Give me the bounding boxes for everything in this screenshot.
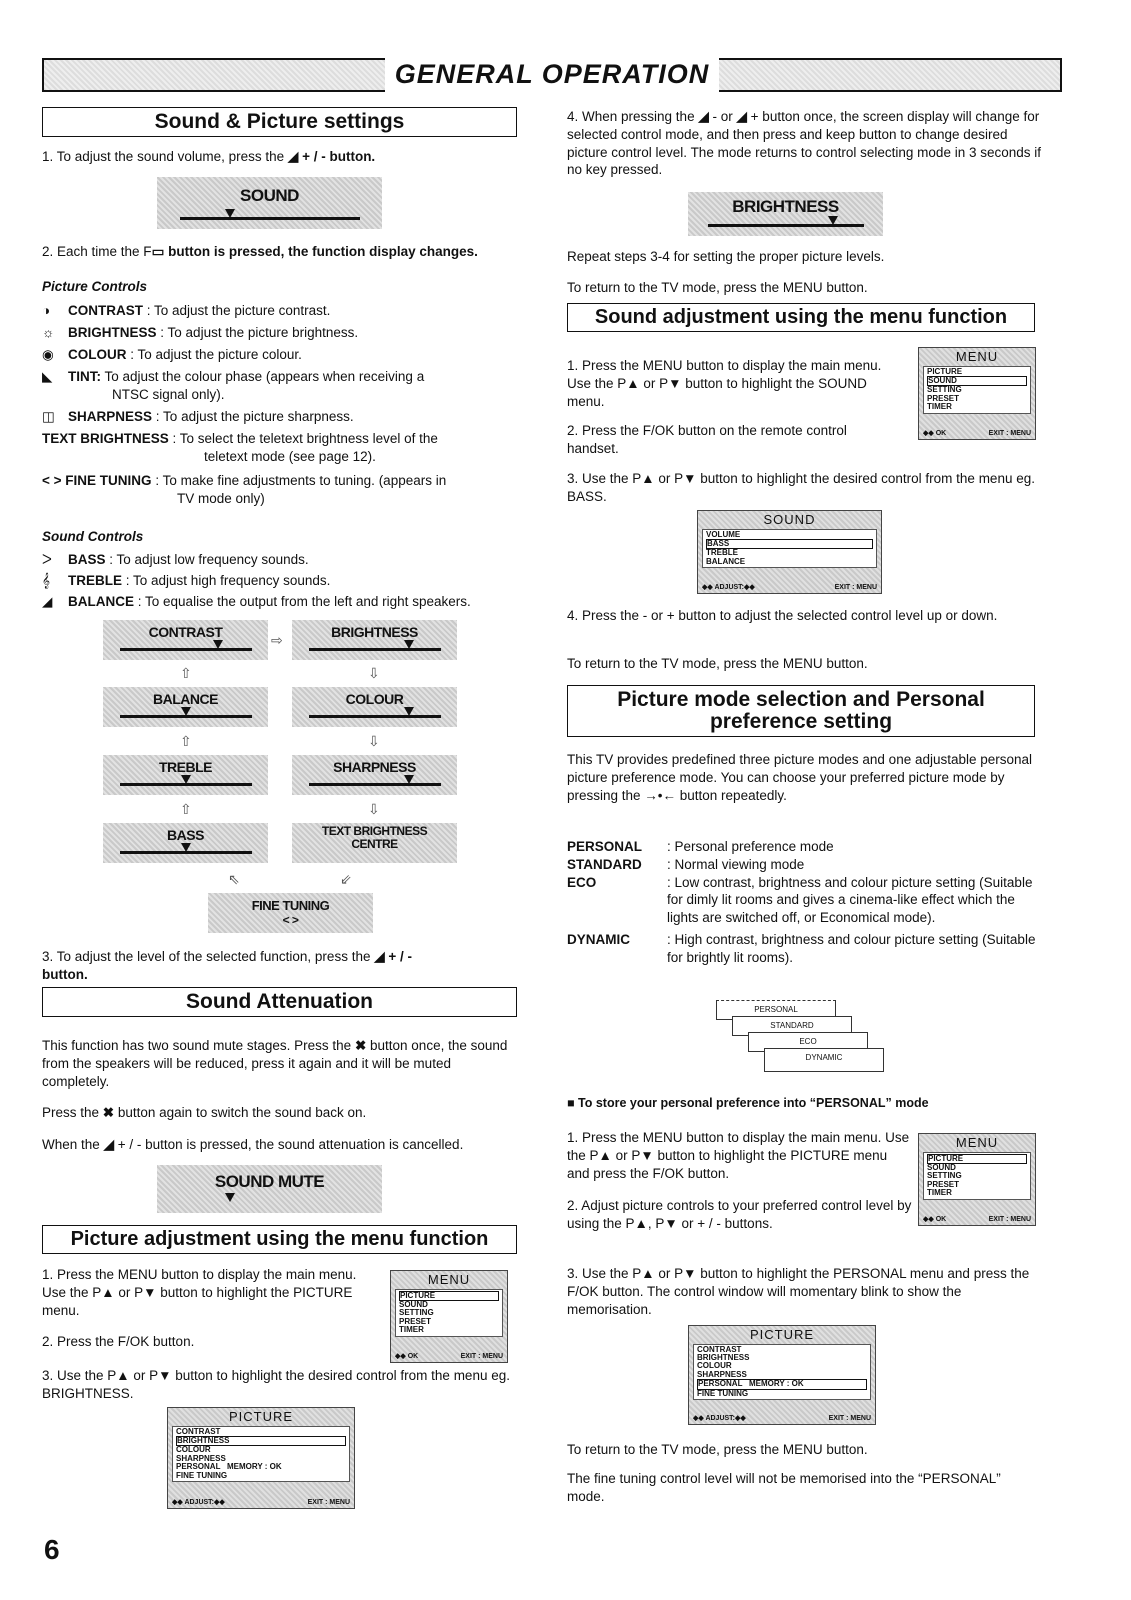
- sa-step-3: 3. Use the P▲ or P▼ button to highlight the desired control from the menu eg. BASS.: [567, 471, 1035, 504]
- sa-step-2: 2. Press the F/OK button on the remote control handset.: [567, 423, 847, 456]
- step-2-function: 2. Each time the F▭ button is pressed, the function display changes.: [42, 244, 478, 259]
- section-title-picture-mode: Picture mode selection and Personal preference setting: [567, 685, 1035, 737]
- attenuation-para-3: When the ◢ + / - button is pressed, the sound attenuation is cancelled.: [42, 1137, 464, 1152]
- picture-mode-list: PERSONAL : Personal preference mode STANDARD : Normal viewing mode ECO : Low contrast, brightness and colour picture setting (Suitable for dimly lit rooms and gives a cinema-like effect which the lights are switched off, or Economical mode). DYNAMIC : High contrast, brightness and colour picture setting (Suitable for brightly lit rooms).: [567, 839, 1036, 965]
- osd-sound: [157, 177, 382, 229]
- picture-mode-intro: This TV provides predefined three picture modes and one adjustable personal picture preference mode. You can choose your preferred picture mode by pressing the →•← button repeatedly.: [567, 752, 1033, 803]
- arrow-down-icon: ⇩: [368, 733, 380, 749]
- attenuation-para-2: Press the ✖ button again to switch the sound back on.: [42, 1105, 367, 1120]
- arrow-up-icon: ⇧: [180, 733, 192, 749]
- fine-tuning-note: The fine tuning control level will not be memorised into the “PERSONAL” mode.: [567, 1471, 1001, 1504]
- colour-icon: ◉: [42, 347, 54, 362]
- osd-sharpness: SHARPNESS: [292, 755, 457, 795]
- arrow-down-icon: ⇩: [368, 801, 380, 817]
- osd-contrast: CONTRAST: [103, 620, 268, 660]
- osd-colour: COLOUR: [292, 687, 457, 727]
- picture-controls-list: ◑ CONTRAST : To adjust the picture contrast. ☼ BRIGHTNESS : To adjust the picture brightness. ◉ COLOUR : To adjust the picture colour. ◣ TINT: To adjust the colour phase (appears when receiving a NTSC signal only). ◫ SHARPNESS : To adjust the picture sharpness. TEXT BRIGHTNESS : To select the teletext brightness level of the teletext mode (see page 12). < > FINE TUNING : To make fine adjustments to tuning. (appears in TV mode only): [42, 302, 522, 512]
- osd-mute-label: SOUND MUTE: [214, 1172, 325, 1191]
- mode-cascade-diagram: PERSONAL STANDARD ECO DYNAMIC: [716, 998, 886, 1076]
- pc-colour: ◉ COLOUR : To adjust the picture colour.: [42, 347, 302, 362]
- osd-text-brightness: TEXT BRIGHTNESS CENTRE: [292, 823, 457, 863]
- osd-brightness: BRIGHTNESS: [688, 192, 883, 236]
- sa-step-1: 1. Press the MENU button to display the main menu. Use the P▲ or P▼ button to highlight the SOUND menu.: [567, 358, 882, 409]
- return-tv-2: To return to the TV mode, press the MENU button.: [567, 656, 868, 671]
- arrow-upleft-icon: ⇖: [228, 871, 240, 887]
- menu-main-left: MENU PICTURE SOUND SETTING PRESET TIMER ◆◆ OK EXIT : MENU: [390, 1270, 508, 1363]
- st-step-2: 2. Adjust picture controls to your preferred control level by using the P▲, P▼ or + / - buttons.: [567, 1198, 912, 1231]
- bass-icon: ᐳ: [42, 552, 52, 567]
- pc-tint: ◣ TINT: To adjust the colour phase (appears when receiving a: [42, 369, 425, 384]
- arrow-up-icon: ⇧: [180, 801, 192, 817]
- menu-main-sound: MENU PICTURE SOUND SETTING PRESET TIMER ◆◆ OK EXIT : MENU: [918, 347, 1036, 440]
- page-number: 6: [44, 1534, 60, 1565]
- return-tv-1: To return to the TV mode, press the MENU button.: [567, 280, 868, 295]
- osd-sound-label: SOUND: [240, 186, 299, 205]
- osd-sound-mute: [157, 1165, 382, 1213]
- page-banner: [42, 58, 1062, 92]
- treble-icon: 𝄞: [42, 573, 50, 588]
- balance-icon: ◢: [42, 594, 53, 609]
- st-step-3: 3. Use the P▲ or P▼ button to highlight the PERSONAL menu and press the F/OK button. The control window will momentary blink to show the memorisation.: [567, 1266, 1030, 1317]
- attenuation-para-1: This function has two sound mute stages. Press the ✖ button once, the sound from the speakers will be reduced, press it again and it will be muted completely.: [42, 1038, 508, 1089]
- r-step-4: 4. When pressing the ◢ - or ◢ + button once, the screen display will change for selected control mode, and then press and keep button to change desired picture control level. The mode returns to control selecting mode in 3 seconds if no key pressed.: [567, 109, 1041, 178]
- arrow-right-icon: ⇨: [271, 632, 283, 648]
- repeat-steps: Repeat steps 3-4 for setting the proper picture levels.: [567, 249, 885, 264]
- sound-controls-list: ᐳ BASS : To adjust low frequency sounds. 𝄞 TREBLE : To adjust high frequency sounds. ◢ BALANCE : To equalise the output from the left and right speakers.: [42, 552, 471, 609]
- contrast-icon: ◑: [42, 303, 51, 318]
- arrow-downleft-icon: ⇙: [340, 871, 352, 887]
- pa-step-1: 1. Press the MENU button to display the main menu. Use the P▲ or P▼ button to highlight the PICTURE menu.: [42, 1267, 357, 1318]
- store-heading: ■ To store your personal preference into “PERSONAL” mode: [567, 1096, 929, 1110]
- section-title-sound-picture: Sound & Picture settings: [42, 107, 517, 137]
- sharpness-icon: ◫: [42, 409, 55, 424]
- brightness-icon: ☼: [42, 325, 55, 340]
- osd-balance: BALANCE: [103, 687, 268, 727]
- arrow-down-icon: ⇩: [368, 665, 380, 681]
- arrow-up-icon: ⇧: [180, 665, 192, 681]
- sa-step-4: 4. Press the - or + button to adjust the selected control level up or down.: [567, 608, 998, 623]
- osd-bass: BASS: [103, 823, 268, 863]
- pa-step-3: 3. Use the P▲ or P▼ button to highlight the desired control from the menu eg. BRIGHTNESS.: [42, 1368, 510, 1401]
- picture-controls-heading: Picture Controls: [42, 279, 148, 294]
- menu-picture-left: PICTURE CONTRAST BRIGHTNESS COLOUR SHARPNESS PERSONAL MEMORY : OK FINE TUNING ◆◆ ADJUST:◆◆ EXIT : MENU: [167, 1407, 355, 1509]
- menu-sound: SOUND VOLUME BASS TREBLE BALANCE ◆◆ ADJUST:◆◆ EXIT : MENU: [697, 510, 882, 594]
- pa-step-2: 2. Press the F/OK button.: [42, 1334, 195, 1349]
- st-step-1: 1. Press the MENU button to display the main menu. Use the P▲ or P▼ button to highlight the PICTURE menu and press the F/OK button.: [567, 1130, 910, 1181]
- step-3-adjust: 3. To adjust the level of the selected function, press the ◢ + / - button.: [42, 949, 413, 982]
- osd-brightness-grid: BRIGHTNESS: [292, 620, 457, 660]
- banner-title: GENERAL OPERATION: [385, 57, 720, 93]
- section-title-picture-adjustment: Picture adjustment using the menu function: [42, 1225, 517, 1254]
- tint-icon: ◣: [42, 369, 53, 384]
- menu-main-store: MENU PICTURE SOUND SETTING PRESET TIMER ◆◆ OK EXIT : MENU: [918, 1133, 1036, 1226]
- menu-picture-right: PICTURE CONTRAST BRIGHTNESS COLOUR SHARPNESS PERSONAL MEMORY : OK FINE TUNING ◆◆ ADJUST:◆◆ EXIT : MENU: [688, 1325, 876, 1425]
- osd-treble: TREBLE: [103, 755, 268, 795]
- pc-contrast: ◑ CONTRAST : To adjust the picture contrast.: [42, 303, 331, 318]
- section-title-sound-adjustment: Sound adjustment using the menu function: [567, 303, 1035, 332]
- sound-controls-heading: Sound Controls: [42, 529, 144, 544]
- return-tv-3: To return to the TV mode, press the MENU button.: [567, 1442, 868, 1457]
- section-title-sound-attenuation: Sound Attenuation: [42, 987, 517, 1017]
- pc-brightness: ☼ BRIGHTNESS : To adjust the picture brightness.: [42, 325, 359, 340]
- step-1-volume: 1. To adjust the sound volume, press the ◢ + / - button.: [42, 149, 376, 164]
- osd-fine-tuning: FINE TUNING < >: [208, 893, 373, 933]
